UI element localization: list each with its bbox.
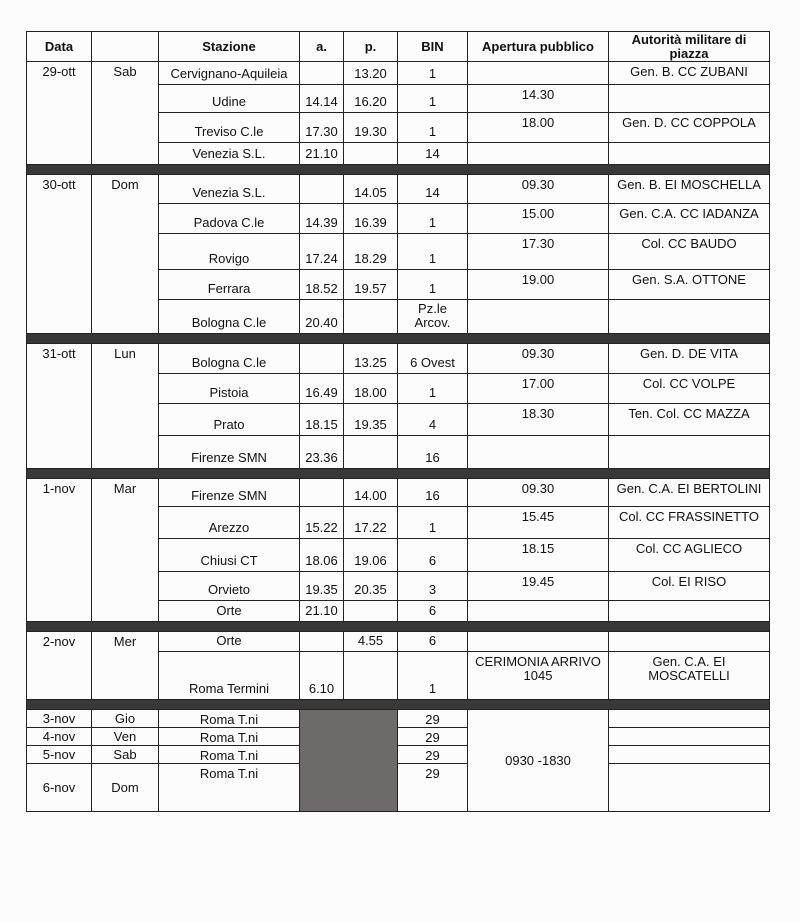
- schedule-row: [27, 479, 770, 507]
- date-cell: 6-nov: [27, 764, 92, 812]
- opening-cell: [468, 143, 609, 165]
- platform-cell: 6: [398, 601, 468, 622]
- station-cell: Orte: [159, 601, 300, 622]
- day-cell-empty: [92, 270, 159, 300]
- authority-cell: Col. CC VOLPE: [609, 374, 770, 404]
- date-cell: 31-ott: [27, 344, 92, 374]
- day-cell: Gio: [92, 710, 159, 728]
- day-cell-empty: [92, 539, 159, 572]
- departure-cell: 16.20: [344, 85, 398, 113]
- platform-cell: 1: [398, 204, 468, 234]
- separator-bar: [27, 700, 770, 710]
- day-cell: Mer: [92, 632, 159, 652]
- separator-bar: [27, 469, 770, 479]
- date-cell-empty: [27, 270, 92, 300]
- authority-cell: Gen. C.A. EI BERTOLINI: [609, 479, 770, 507]
- authority-cell: Gen. C.A. CC IADANZA: [609, 204, 770, 234]
- opening-cell: [468, 300, 609, 334]
- departure-cell: 13.25: [344, 344, 398, 374]
- departure-cell: 20.35: [344, 572, 398, 601]
- schedule-row: [27, 601, 770, 622]
- platform-cell: Pz.le Arcov.: [398, 300, 468, 334]
- authority-cell: Gen. B. EI MOSCHELLA: [609, 175, 770, 204]
- day-cell-empty: [92, 113, 159, 143]
- opening-cell: 09.30: [468, 175, 609, 204]
- final-row: [27, 746, 770, 764]
- day-cell-empty: [92, 374, 159, 404]
- schedule-row: [27, 404, 770, 436]
- platform-cell: 1: [398, 270, 468, 300]
- station-cell: Orte: [159, 632, 300, 652]
- separator-bar: [27, 622, 770, 632]
- departure-cell: [344, 652, 398, 700]
- platform-cell: 4: [398, 404, 468, 436]
- platform-cell: 14: [398, 175, 468, 204]
- station-cell: Roma T.ni: [159, 764, 300, 812]
- platform-cell: 1: [398, 85, 468, 113]
- platform-cell: 16: [398, 436, 468, 469]
- date-cell-empty: [27, 234, 92, 270]
- arrival-cell: 20.40: [300, 300, 344, 334]
- date-cell-empty: [27, 652, 92, 700]
- arrival-cell: 21.10: [300, 143, 344, 165]
- station-cell: Ferrara: [159, 270, 300, 300]
- authority-cell: [609, 764, 770, 812]
- day-cell: Sab: [92, 746, 159, 764]
- day-cell-empty: [92, 300, 159, 334]
- opening-cell: 09.30: [468, 479, 609, 507]
- date-cell-empty: [27, 404, 92, 436]
- platform-cell: 6: [398, 539, 468, 572]
- opening-cell: 17.00: [468, 374, 609, 404]
- station-cell: Roma T.ni: [159, 746, 300, 764]
- day-cell-empty: [92, 601, 159, 622]
- opening-cell: 0930 -1830: [468, 710, 609, 812]
- authority-cell: Col. CC AGLIECO: [609, 539, 770, 572]
- date-cell: 1-nov: [27, 479, 92, 507]
- day-cell-empty: [92, 507, 159, 539]
- arrival-cell: [300, 632, 344, 652]
- arrival-cell: 14.39: [300, 204, 344, 234]
- authority-cell: Ten. Col. CC MAZZA: [609, 404, 770, 436]
- platform-cell: 29: [398, 746, 468, 764]
- departure-cell: 18.00: [344, 374, 398, 404]
- day-cell-empty: [92, 85, 159, 113]
- arrival-cell: 18.15: [300, 404, 344, 436]
- departure-cell: 14.00: [344, 479, 398, 507]
- authority-cell: Col. CC FRASSINETTO: [609, 507, 770, 539]
- arrival-cell: 21.10: [300, 601, 344, 622]
- opening-cell: 18.15: [468, 539, 609, 572]
- platform-cell: 29: [398, 710, 468, 728]
- opening-cell: 15.45: [468, 507, 609, 539]
- date-cell: 2-nov: [27, 632, 92, 652]
- authority-cell: [609, 632, 770, 652]
- departure-cell: [344, 143, 398, 165]
- station-cell: Firenze SMN: [159, 436, 300, 469]
- arrival-cell: 18.52: [300, 270, 344, 300]
- platform-cell: 1: [398, 507, 468, 539]
- departure-cell: 18.29: [344, 234, 398, 270]
- day-cell: Ven: [92, 728, 159, 746]
- separator-bar: [27, 165, 770, 175]
- schedule-row: [27, 539, 770, 572]
- day-separator: [27, 622, 770, 632]
- opening-cell: 19.00: [468, 270, 609, 300]
- station-cell: Treviso C.le: [159, 113, 300, 143]
- arrival-cell: 14.14: [300, 85, 344, 113]
- schedule-row: [27, 175, 770, 204]
- authority-cell: [609, 436, 770, 469]
- day-cell: Mar: [92, 479, 159, 507]
- schedule-row: [27, 143, 770, 165]
- station-cell: Venezia S.L.: [159, 143, 300, 165]
- arrival-cell: [300, 479, 344, 507]
- date-cell-empty: [27, 113, 92, 143]
- station-cell: Bologna C.le: [159, 344, 300, 374]
- date-cell-empty: [27, 507, 92, 539]
- date-cell-empty: [27, 374, 92, 404]
- departure-cell: 17.22: [344, 507, 398, 539]
- authority-cell: Gen. C.A. EI MOSCATELLI: [609, 652, 770, 700]
- station-cell: Prato: [159, 404, 300, 436]
- header-data: Data: [27, 32, 92, 62]
- date-cell-empty: [27, 143, 92, 165]
- departure-cell: [344, 601, 398, 622]
- header-partenza: p.: [344, 32, 398, 62]
- departure-cell: [344, 300, 398, 334]
- departure-cell: 19.06: [344, 539, 398, 572]
- opening-cell: 15.00: [468, 204, 609, 234]
- schedule-row: [27, 344, 770, 374]
- opening-cell: 14.30: [468, 85, 609, 113]
- date-cell: 30-ott: [27, 175, 92, 204]
- final-row: [27, 764, 770, 812]
- date-cell-empty: [27, 85, 92, 113]
- opening-cell: 09.30: [468, 344, 609, 374]
- day-cell-empty: [92, 652, 159, 700]
- departure-cell: [344, 436, 398, 469]
- day-separator: [27, 165, 770, 175]
- station-cell: Arezzo: [159, 507, 300, 539]
- station-cell: Orvieto: [159, 572, 300, 601]
- day-cell: Sab: [92, 62, 159, 85]
- station-cell: Chiusi CT: [159, 539, 300, 572]
- authority-cell: [609, 300, 770, 334]
- day-cell-empty: [92, 143, 159, 165]
- schedule-row: [27, 507, 770, 539]
- schedule-row: [27, 652, 770, 700]
- date-cell: 3-nov: [27, 710, 92, 728]
- date-cell-empty: [27, 572, 92, 601]
- authority-cell: Gen. D. CC COPPOLA: [609, 113, 770, 143]
- departure-cell: 19.57: [344, 270, 398, 300]
- schedule-row: [27, 572, 770, 601]
- arrival-cell: [300, 175, 344, 204]
- schedule-table: [26, 31, 770, 812]
- day-separator: [27, 700, 770, 710]
- arrival-cell: 6.10: [300, 652, 344, 700]
- departure-cell: 14.05: [344, 175, 398, 204]
- opening-cell: [468, 62, 609, 85]
- schedule-row: [27, 632, 770, 652]
- platform-cell: 1: [398, 113, 468, 143]
- final-row: [27, 728, 770, 746]
- arrival-cell: 15.22: [300, 507, 344, 539]
- platform-cell: 6: [398, 632, 468, 652]
- opening-cell: 19.45: [468, 572, 609, 601]
- station-cell: Venezia S.L.: [159, 175, 300, 204]
- station-cell: Roma T.ni: [159, 710, 300, 728]
- day-cell: Dom: [92, 764, 159, 812]
- header-row: [27, 32, 770, 62]
- platform-cell: 1: [398, 62, 468, 85]
- platform-cell: 6 Ovest: [398, 344, 468, 374]
- day-separator: [27, 469, 770, 479]
- header-apertura: Apertura pubblico: [468, 32, 609, 62]
- header-giorno: [92, 32, 159, 62]
- departure-cell: 19.30: [344, 113, 398, 143]
- schedule-row: [27, 270, 770, 300]
- schedule-row: [27, 436, 770, 469]
- schedule-row: [27, 300, 770, 334]
- station-cell: Pistoia: [159, 374, 300, 404]
- station-cell: Rovigo: [159, 234, 300, 270]
- departure-cell: 13.20: [344, 62, 398, 85]
- authority-cell: [609, 710, 770, 728]
- opening-cell: [468, 601, 609, 622]
- date-cell-empty: [27, 601, 92, 622]
- platform-cell: 29: [398, 728, 468, 746]
- platform-cell: 14: [398, 143, 468, 165]
- arrival-cell: 16.49: [300, 374, 344, 404]
- authority-cell: Gen. D. DE VITA: [609, 344, 770, 374]
- gray-block: [300, 710, 398, 812]
- departure-cell: 16.39: [344, 204, 398, 234]
- station-cell: Bologna C.le: [159, 300, 300, 334]
- date-cell-empty: [27, 539, 92, 572]
- arrival-cell: [300, 344, 344, 374]
- platform-cell: 1: [398, 374, 468, 404]
- station-cell: Roma Termini: [159, 652, 300, 700]
- departure-cell: 4.55: [344, 632, 398, 652]
- arrival-cell: 19.35: [300, 572, 344, 601]
- opening-cell: [468, 632, 609, 652]
- day-cell-empty: [92, 204, 159, 234]
- authority-cell: Col. CC BAUDO: [609, 234, 770, 270]
- schedule-row: [27, 85, 770, 113]
- opening-cell: [468, 436, 609, 469]
- platform-cell: 16: [398, 479, 468, 507]
- schedule-row: [27, 374, 770, 404]
- platform-cell: 1: [398, 234, 468, 270]
- arrival-cell: 17.30: [300, 113, 344, 143]
- opening-cell: 17.30: [468, 234, 609, 270]
- platform-cell: 3: [398, 572, 468, 601]
- day-cell: Lun: [92, 344, 159, 374]
- date-cell: 4-nov: [27, 728, 92, 746]
- schedule-row: [27, 62, 770, 85]
- date-cell-empty: [27, 300, 92, 334]
- header-bin: BIN: [398, 32, 468, 62]
- day-cell-empty: [92, 404, 159, 436]
- opening-cell: CERIMONIA ARRIVO 1045: [468, 652, 609, 700]
- departure-cell: 19.35: [344, 404, 398, 436]
- authority-cell: [609, 746, 770, 764]
- authority-cell: Gen. S.A. OTTONE: [609, 270, 770, 300]
- schedule-row: [27, 204, 770, 234]
- authority-cell: Col. EI RISO: [609, 572, 770, 601]
- platform-cell: 29: [398, 764, 468, 812]
- header-arrivo: a.: [300, 32, 344, 62]
- date-cell: 29-ott: [27, 62, 92, 85]
- station-cell: Firenze SMN: [159, 479, 300, 507]
- station-cell: Padova C.le: [159, 204, 300, 234]
- station-cell: Udine: [159, 85, 300, 113]
- authority-cell: [609, 728, 770, 746]
- arrival-cell: 18.06: [300, 539, 344, 572]
- arrival-cell: 17.24: [300, 234, 344, 270]
- station-cell: Cervignano-Aquileia: [159, 62, 300, 85]
- header-stazione: Stazione: [159, 32, 300, 62]
- date-cell-empty: [27, 436, 92, 469]
- opening-cell: 18.00: [468, 113, 609, 143]
- date-cell: 5-nov: [27, 746, 92, 764]
- opening-cell: 18.30: [468, 404, 609, 436]
- authority-cell: [609, 143, 770, 165]
- day-cell: Dom: [92, 175, 159, 204]
- date-cell-empty: [27, 204, 92, 234]
- authority-cell: Gen. B. CC ZUBANI: [609, 62, 770, 85]
- authority-cell: [609, 85, 770, 113]
- schedule-row: [27, 113, 770, 143]
- schedule-row: [27, 234, 770, 270]
- day-separator: [27, 334, 770, 344]
- final-row: [27, 710, 770, 728]
- separator-bar: [27, 334, 770, 344]
- day-cell-empty: [92, 234, 159, 270]
- arrival-cell: [300, 62, 344, 85]
- arrival-cell: 23.36: [300, 436, 344, 469]
- authority-cell: [609, 601, 770, 622]
- header-autorita: Autorità militare di piazza: [609, 32, 770, 62]
- station-cell: Roma T.ni: [159, 728, 300, 746]
- day-cell-empty: [92, 572, 159, 601]
- platform-cell: 1: [398, 652, 468, 700]
- day-cell-empty: [92, 436, 159, 469]
